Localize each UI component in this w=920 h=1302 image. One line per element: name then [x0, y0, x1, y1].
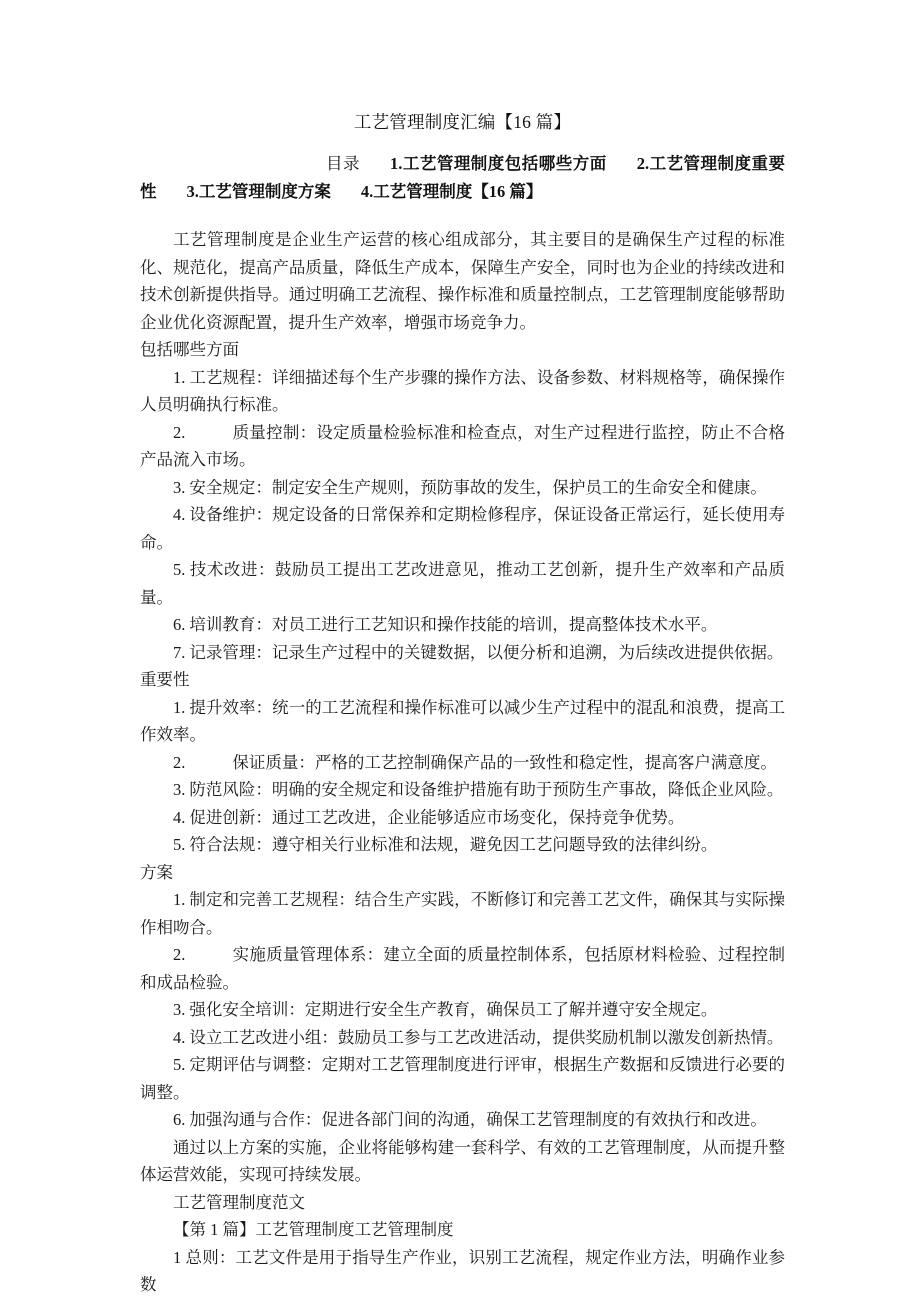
list-item-number: 3.	[173, 780, 186, 799]
list-item	[140, 749, 785, 777]
list-item	[140, 556, 785, 611]
list-item	[140, 364, 785, 419]
toc-entry-2[interactable]: 2.工艺管理制度重要性	[140, 154, 786, 201]
page-title: 工艺管理制度汇编【16 篇】	[353, 112, 572, 132]
list-item	[140, 941, 785, 996]
list-item	[140, 501, 785, 556]
list-item-text: 提升效率：统一的工艺流程和操作标准可以减少生产过程中的混乱和浪费，提高工作效率。	[140, 697, 785, 744]
list-item-text: 制定和完善工艺规程：结合生产实践，不断修订和完善工艺文件，确保其与实际操作相吻合。	[140, 890, 785, 937]
list-item-number: 5.	[173, 560, 186, 579]
sample-first-line: 1 总则：工艺文件是用于指导生产作业，识别工艺流程，规定作业方法，明确作业参数	[140, 1247, 785, 1294]
sections-container	[140, 336, 785, 1134]
list-item-number: 1.	[173, 890, 186, 909]
list-item-text: 强化安全培训：定期进行安全生产教育，确保员工了解并遵守安全规定。	[189, 1000, 718, 1019]
sample-badge: 【第 1 篇】工艺管理制度	[173, 1220, 355, 1239]
list-item-text: 技术改进：鼓励员工提出工艺改进意见，推动工艺创新，提升生产效率和产品质量。	[140, 560, 785, 607]
list-item-number: 4.	[173, 505, 186, 524]
list-item-text: 加强沟通与合作：促进各部门间的沟通，确保工艺管理制度的有效执行和改进。	[189, 1110, 767, 1129]
list-item-number: 4.	[173, 807, 186, 827]
list-item-text: 记录管理：记录生产过程中的关键数据，以便分析和追溯，为后续改进提供依据。	[189, 642, 784, 662]
list-item-number: 1.	[173, 367, 186, 387]
list-item	[140, 1024, 785, 1052]
list-item-number: 5.	[173, 835, 186, 854]
list-item	[140, 611, 785, 639]
list-item	[140, 776, 785, 804]
list-item-text: 质量控制：设定质量检验标准和检查点，对生产过程进行监控，防止不合格产品流入市场。	[140, 422, 785, 469]
section-heading: 方案	[140, 862, 173, 882]
toc-label: 目录	[326, 154, 360, 173]
list-item-text: 符合法规：遵守相关行业标准和法规，避免因工艺问题导致的法律纠纷。	[189, 835, 718, 854]
toc-entry-3[interactable]: 3.工艺管理制度方案	[186, 182, 331, 201]
list-item	[140, 831, 785, 859]
list-item-number: 5.	[173, 1055, 186, 1074]
list-item-number-gap	[185, 941, 232, 969]
list-item	[140, 639, 785, 667]
list-item-text: 安全规定：制定安全生产规则，预防事故的发生，保护员工的生命安全和健康。	[189, 477, 767, 497]
list-item-number: 2.	[173, 752, 186, 772]
list-item	[140, 996, 785, 1024]
list-item-number: 6.	[173, 615, 186, 634]
list-item-text: 促进创新：通过工艺改进，企业能够适应市场变化，保持竞争优势。	[189, 807, 685, 827]
list-item-text: 保证质量：严格的工艺控制确保产品的一致性和稳定性，提高客户满意度。	[232, 752, 777, 772]
list-item-text: 实施质量管理体系：建立全面的质量控制体系，包括原材料检验、过程控制和成品检验。	[140, 945, 785, 992]
list-item-number: 4.	[173, 1027, 186, 1047]
section-heading: 包括哪些方面	[140, 340, 239, 359]
list-item-number-gap	[185, 419, 232, 447]
table-of-contents	[140, 150, 785, 206]
list-item-number: 1.	[173, 697, 186, 717]
toc-entry-1[interactable]: 1.工艺管理制度包括哪些方面	[389, 154, 607, 173]
list-item	[140, 886, 785, 941]
list-item-number: 2.	[173, 422, 186, 442]
list-item	[140, 1051, 785, 1106]
toc-entry-4[interactable]: 4.工艺管理制度【16 篇】	[360, 182, 543, 201]
list-item	[140, 419, 785, 474]
list-item	[140, 474, 785, 502]
list-item-number: 2.	[173, 945, 186, 964]
list-item-number: 3.	[173, 1000, 186, 1019]
sample-title: 工艺管理制度	[354, 1220, 454, 1239]
list-item	[140, 694, 785, 749]
list-item-text: 工艺规程：详细描述每个生产步骤的操作方法、设备参数、材料规格等，确保操作人员明确执行标准。	[140, 367, 785, 414]
list-item-number: 6.	[173, 1110, 186, 1129]
list-item-number-gap	[185, 749, 232, 777]
list-item-text: 培训教育：对员工进行工艺知识和操作技能的培训，提高整体技术水平。	[189, 615, 718, 634]
list-item	[140, 1106, 785, 1134]
list-item-text: 防范风险：明确的安全规定和设备维护措施有助于预防生产事故，降低企业风险。	[189, 780, 784, 799]
list-item	[140, 804, 785, 832]
closing-paragraph: 通过以上方案的实施，企业将能够构建一套科学、有效的工艺管理制度，从而提升整体运营效能，实现可持续发展。	[140, 1137, 785, 1184]
samples-heading: 工艺管理制度范文	[173, 1192, 305, 1212]
list-item-text: 设备维护：规定设备的日常保养和定期检修程序，保证设备正常运行，延长使用寿命。	[140, 505, 785, 552]
intro-paragraph: 工艺管理制度是企业生产运营的核心组成部分，其主要目的是确保生产过程的标准化、规范化，提高产品质量，降低生产成本，保障生产安全，同时也为企业的持续改进和技术创新提供指导。通过明确工艺流程、操作标准和质量控制点，工艺管理制度能够帮助企业优化资源配置，提升生产效率，增强市场竞争力。	[140, 230, 785, 332]
section-heading: 重要性	[140, 670, 190, 689]
sample-entry-line	[140, 1216, 785, 1244]
list-item-text: 设立工艺改进小组：鼓励员工参与工艺改进活动，提供奖励机制以激发创新热情。	[189, 1027, 784, 1047]
list-item-number: 3.	[173, 477, 186, 497]
list-item-number: 7.	[173, 642, 186, 662]
list-item-text: 定期评估与调整：定期对工艺管理制度进行评审，根据生产数据和反馈进行必要的调整。	[140, 1055, 785, 1102]
